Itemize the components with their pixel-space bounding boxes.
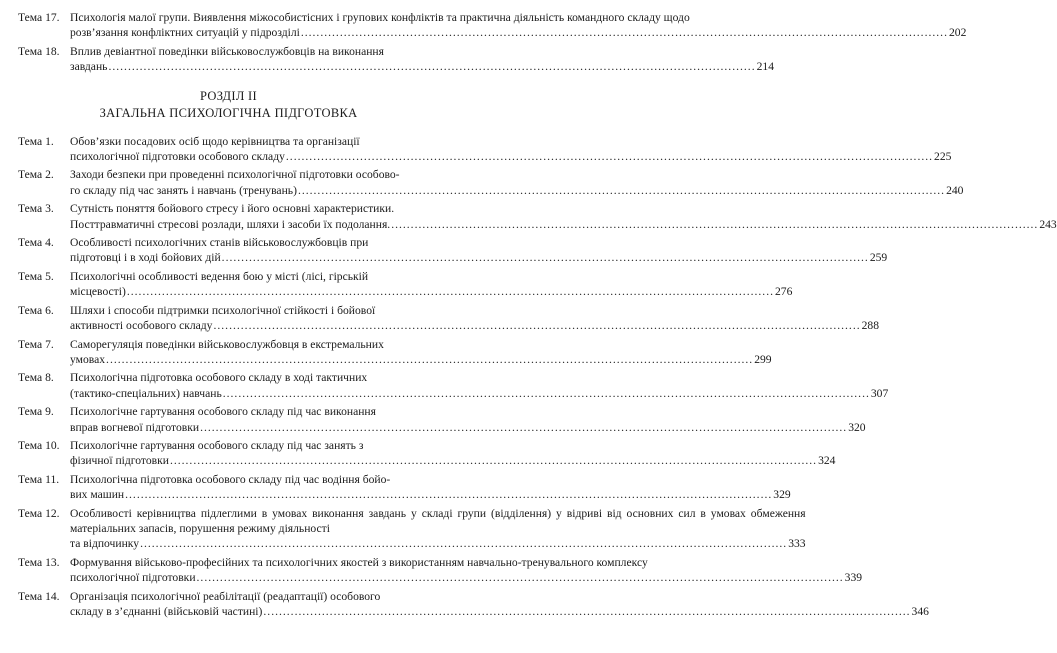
- page-number[interactable]: 320: [848, 420, 866, 434]
- entry-label: Тема 9.: [18, 405, 54, 419]
- entry-label: Тема 13.: [18, 555, 60, 569]
- toc-entry[interactable]: [18, 506, 806, 552]
- page-number[interactable]: 288: [861, 319, 880, 333]
- entry-label: Тема 12.: [18, 506, 60, 520]
- entry-last-line: [70, 183, 963, 198]
- page-number[interactable]: 259: [869, 251, 888, 265]
- toc-entry[interactable]: [18, 303, 880, 334]
- entry-title: Психологічне гартування особового складу під час виконання: [70, 405, 376, 419]
- dot-leader: [125, 487, 772, 502]
- entry-title: Організація психологічної реабілітації (реадаптації) особового: [70, 589, 381, 603]
- entry-last-line: [70, 284, 792, 299]
- entry-last-line: [70, 604, 929, 619]
- dot-leader: [127, 284, 774, 299]
- entry-content: [68, 370, 888, 401]
- entry-last-line: [70, 487, 791, 502]
- toc-list-section2: [18, 134, 1057, 620]
- entry-label: Тема 2.: [18, 168, 54, 182]
- entry-last-line: [70, 25, 966, 40]
- entry-content: [68, 44, 774, 75]
- entry-title: Вплив девіантної поведінки військовослужбовців на виконання: [70, 44, 384, 58]
- dot-leader: [106, 352, 753, 367]
- dot-leader: [298, 183, 945, 198]
- entry-last-line: [70, 59, 774, 74]
- entry-content: [68, 472, 791, 503]
- entry-title-end: умовах: [70, 352, 106, 366]
- entry-title-end: складу в з’єднанні (військовій частині): [70, 605, 263, 618]
- entry-title: Психологічна підготовка особового складу під час водіння бойо-: [70, 472, 391, 486]
- dot-leader: [108, 59, 755, 74]
- entry-title-end: го складу під час занять і навчань (тренувань): [70, 183, 297, 197]
- page-number[interactable]: 324: [818, 454, 836, 468]
- entry-content: [68, 303, 879, 334]
- section-number: РОЗДІЛ ІІ: [200, 88, 257, 103]
- entry-last-line: [70, 536, 806, 551]
- entry-last-line: [70, 420, 866, 435]
- entry-label: Тема 4.: [18, 236, 54, 250]
- entry-title-end: вих машин: [70, 488, 125, 502]
- entry-title-end: фізичної підготовки: [70, 454, 169, 468]
- page-number[interactable]: 339: [844, 571, 863, 585]
- entry-title-end: Посттравматичні стресові розлади, шляхи і засоби їх подолання.: [70, 217, 391, 231]
- toc-entry[interactable]: [18, 589, 929, 620]
- entry-title: Психологічне гартування особового складу під час занять з: [70, 438, 364, 452]
- toc-entry[interactable]: [18, 472, 791, 503]
- entry-content: [68, 10, 966, 41]
- entry-content: [68, 506, 806, 552]
- entry-title-end: психологічної підготовки: [70, 571, 196, 585]
- dot-leader: [223, 386, 870, 401]
- entry-title: Психологія малої групи. Виявлення міжособистісних і групових конфліктів та практична діяльність командного складу щодо: [70, 11, 690, 24]
- toc-entry[interactable]: [18, 269, 793, 300]
- entry-label: Тема 10.: [18, 438, 60, 452]
- entry-label: Тема 17.: [18, 11, 60, 24]
- entry-content: [68, 167, 963, 198]
- page-number[interactable]: 243: [1039, 217, 1057, 231]
- entry-content: [68, 337, 772, 368]
- entry-last-line: [70, 217, 1057, 232]
- page-number[interactable]: 307: [870, 386, 889, 400]
- entry-title: Формування військово-професійних та психологічних якостей з використанням навчально-тренувального комплексу: [70, 555, 648, 569]
- toc-entry[interactable]: [18, 201, 1057, 232]
- dot-leader: [286, 149, 933, 164]
- entry-label: Тема 14.: [18, 589, 60, 603]
- entry-title: Заходи безпеки при проведенні психологічної підготовки особово-: [70, 168, 400, 182]
- entry-last-line: [70, 149, 951, 164]
- entry-content: [68, 269, 792, 300]
- entry-content: [68, 235, 887, 266]
- dot-leader: [140, 536, 787, 551]
- entry-title: Сутність поняття бойового стресу і його основні характеристики.: [70, 202, 395, 216]
- entry-title-end: психологічної підготовки особового складу: [70, 150, 285, 164]
- entry-label: Тема 18.: [18, 44, 60, 58]
- page-number[interactable]: 329: [773, 488, 791, 502]
- dot-leader: [391, 217, 1038, 232]
- entry-content: [68, 438, 835, 469]
- entry-title: Особливості психологічних станів військовослужбовців при: [70, 236, 369, 250]
- entry-title-end: (тактико-спеціальних) навчань: [70, 386, 222, 400]
- entry-last-line: [70, 453, 835, 468]
- page-number[interactable]: 214: [756, 60, 774, 74]
- entry-title-end: підготовці і в ході бойових дій: [70, 251, 221, 265]
- page-number[interactable]: 346: [911, 605, 929, 618]
- entry-last-line: [70, 570, 862, 585]
- entry-content: [68, 589, 929, 620]
- entry-label: Тема 11.: [18, 472, 60, 486]
- toc-entry[interactable]: [18, 404, 866, 435]
- page-number[interactable]: 299: [754, 352, 772, 366]
- toc-entry[interactable]: [18, 235, 888, 266]
- section-title: ЗАГАЛЬНА ПСИХОЛОГІЧНА ПІДГОТОВКА: [99, 105, 358, 120]
- dot-leader: [200, 420, 847, 435]
- entry-last-line: [70, 386, 888, 401]
- page-number[interactable]: 333: [788, 537, 806, 551]
- entry-title-end: розв’язання конфліктних ситуацій у підрозділі: [70, 26, 300, 40]
- entry-title-end: місцевості): [70, 285, 126, 299]
- entry-last-line: [70, 318, 879, 333]
- entry-last-line: [70, 352, 772, 367]
- entry-title: Саморегуляція поведінки військовослужбовця в екстремальних: [70, 337, 384, 351]
- page-number[interactable]: 240: [946, 183, 964, 197]
- section-header: [18, 88, 439, 122]
- entry-title-end: активності особового складу: [70, 319, 213, 333]
- dot-leader: [170, 453, 817, 468]
- entry-title-end: та відпочинку: [70, 537, 140, 551]
- page-number[interactable]: 202: [948, 26, 967, 40]
- toc-entry[interactable]: [18, 134, 952, 165]
- entry-title: Психологічні особливості ведення бою у місті (лісі, гірській: [70, 269, 369, 283]
- toc-entry[interactable]: [18, 10, 967, 41]
- toc-entry[interactable]: [18, 370, 889, 401]
- entry-label: Тема 3.: [18, 202, 54, 216]
- entry-title-end: вправ вогневої підготовки: [70, 420, 200, 434]
- dot-leader: [197, 570, 844, 585]
- entry-content: [68, 555, 862, 586]
- toc-entry[interactable]: [18, 167, 964, 198]
- entry-content: [68, 404, 866, 435]
- toc-entry[interactable]: [18, 555, 863, 586]
- entry-title: Шляхи і способи підтримки психологічної стійкості і бойової: [70, 303, 376, 317]
- entry-last-line: [70, 250, 887, 265]
- dot-leader: [263, 604, 910, 619]
- toc-entry[interactable]: [18, 44, 774, 75]
- entry-content: [68, 134, 951, 165]
- toc-list-part1: [18, 10, 967, 75]
- page-number[interactable]: 225: [934, 150, 952, 164]
- dot-leader: [222, 250, 869, 265]
- entry-content: [68, 201, 1057, 232]
- page-number[interactable]: 276: [774, 285, 793, 299]
- entry-label: Тема 6.: [18, 303, 54, 317]
- entry-label: Тема 7.: [18, 337, 54, 351]
- entry-title: Особливості керівництва підлеглими в умовах виконання завдань у складі групи (відділення) у відриві від основних сил в умовах обмеження матеріальних запасів, порушення режиму діяльності: [70, 506, 806, 535]
- dot-leader: [301, 25, 948, 40]
- entry-title-end: завдань: [70, 60, 108, 74]
- dot-leader: [213, 318, 860, 333]
- entry-title: Обов’язки посадових осіб щодо керівництва та організації: [70, 134, 360, 148]
- entry-label: Тема 8.: [18, 371, 54, 385]
- entry-label: Тема 5.: [18, 269, 54, 283]
- toc-entry[interactable]: [18, 337, 772, 368]
- entry-label: Тема 1.: [18, 134, 54, 148]
- entry-title: Психологічна підготовка особового складу в ході тактичних: [70, 371, 368, 385]
- toc-entry[interactable]: [18, 438, 836, 469]
